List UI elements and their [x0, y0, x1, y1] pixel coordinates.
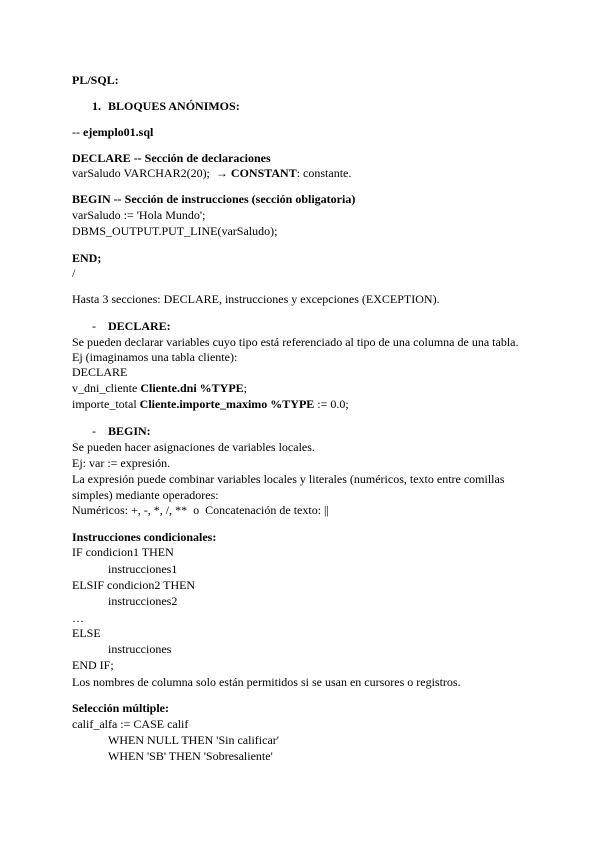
- sections-text: Hasta 3 secciones: DECLARE, instrucciones y excepciones (EXCEPTION).: [72, 292, 440, 306]
- bullet-dash: -: [92, 319, 96, 333]
- begin-heading: BEGIN:: [108, 424, 151, 438]
- else-line: ELSE: [72, 626, 101, 640]
- instr-line: instrucciones: [108, 642, 172, 656]
- begin-example: Ej: var := expresión.: [72, 456, 171, 470]
- v-dni-end: ;: [243, 381, 248, 395]
- section-number: 1.: [92, 99, 101, 113]
- declare-comment: -- Sección de declaraciones: [130, 151, 271, 165]
- importe-type: Cliente.importe_maximo %TYPE: [139, 397, 315, 411]
- v-dni-type: Cliente.dni %TYPE: [140, 381, 244, 395]
- end-line: END;: [72, 251, 102, 265]
- slash-line: /: [72, 266, 76, 280]
- if-line: IF condicion1 THEN: [72, 545, 174, 559]
- importe-assign: := 0.0;: [314, 397, 349, 411]
- numeric-ops: Numéricos: +, -, *, /, ** o Concatenación de texto: ||: [72, 503, 329, 517]
- dbms-line: DBMS_OUTPUT.PUT_LINE(varSaludo);: [72, 224, 278, 238]
- ellipsis-line: …: [72, 611, 84, 625]
- declare-code: DECLARE: [72, 365, 128, 379]
- expr-desc-2: simples) mediante operadores:: [72, 488, 219, 502]
- when1-line: WHEN NULL THEN 'Sin calificar': [108, 733, 279, 747]
- v-dni-name: v_dni_cliente: [72, 381, 141, 395]
- var-decl-note: : constante.: [296, 166, 352, 180]
- importe-line: [72, 397, 349, 411]
- begin-desc: Se pueden hacer asignaciones de variables locales.: [72, 440, 315, 454]
- bullet-dash: -: [92, 424, 96, 438]
- declare-example: Ej (imaginamos una tabla cliente):: [72, 350, 238, 364]
- expr-desc-1: La expresión puede combinar variables locales y literales (numéricos, texto entre comillas: [72, 472, 505, 486]
- elsif-line: ELSIF condicion2 THEN: [72, 578, 196, 592]
- when2-line: WHEN 'SB' THEN 'Sobresaliente': [108, 749, 273, 763]
- var-declaration: [72, 166, 351, 180]
- cond-heading: Instrucciones condicionales:: [72, 530, 217, 544]
- begin-line: [72, 192, 355, 206]
- file-line: [72, 125, 153, 139]
- declare-keyword: DECLARE: [72, 151, 131, 165]
- case-line: calif_alfa := CASE calif: [72, 717, 189, 731]
- declare-heading: DECLARE:: [108, 319, 171, 333]
- begin-keyword: BEGIN: [72, 192, 111, 206]
- instr2-line: instrucciones2: [108, 594, 178, 608]
- endif-line: END IF;: [72, 658, 114, 672]
- var-decl-text: varSaludo VARCHAR2(20); →: [72, 166, 231, 180]
- assign-line: varSaludo := 'Hola Mundo';: [72, 208, 206, 222]
- v-dni-line: [72, 381, 247, 395]
- constant-keyword: CONSTANT: [230, 166, 297, 180]
- declare-desc: Se pueden declarar variables cuyo tipo está referenciado al tipo de una columna de una tabla.: [72, 335, 519, 349]
- instr1-line: instrucciones1: [108, 562, 178, 576]
- section-heading: BLOQUES ANÓNIMOS:: [108, 99, 240, 113]
- multi-heading: Selección múltiple:: [72, 701, 169, 715]
- declare-line: [72, 151, 271, 165]
- begin-comment: -- Sección de instrucciones (sección obligatoria): [110, 192, 356, 206]
- importe-name: importe_total: [72, 397, 140, 411]
- comment-prefix: --: [72, 125, 83, 139]
- doc-title: PL/SQL:: [72, 73, 119, 87]
- file-name: ejemplo01.sql: [83, 125, 154, 139]
- columns-note: Los nombres de columna solo están permitidos si se usan en cursores o registros.: [72, 675, 461, 689]
